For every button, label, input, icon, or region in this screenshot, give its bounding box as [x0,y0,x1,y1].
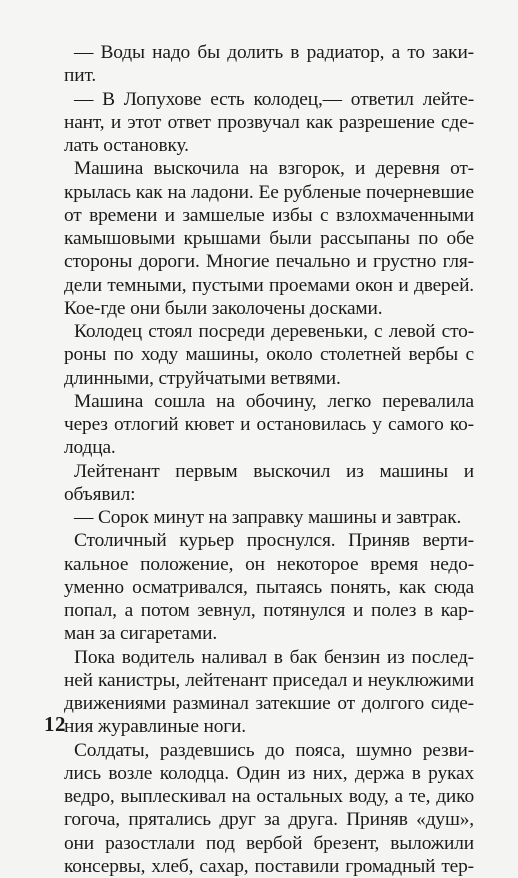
page-number: 12 [44,712,66,737]
text-line: Кое-где они были заколочены досками. [64,297,474,320]
paragraph-5 [64,390,474,460]
text-line: лись возле колодца. Один из них, держа в руках [64,762,474,785]
text-line: Машина сошла на обочину, легко перевалила [64,390,474,413]
text-line: они разостлали под вербой брезент, выложили [64,832,474,855]
text-line: Колодец стоял посреди деревеньки, с левой сто- [64,320,474,343]
text-line: ней канистры, лейтенант приседал и неуклюжими [64,669,474,692]
paragraph-4 [64,320,474,390]
text-line: ведро, выплескивал на остальных воду, а те, дико [64,785,474,808]
text-line: Машина выскочила на взгорок, и деревня от- [64,157,474,180]
text-line: лать остановку. [64,134,474,157]
text-line: консервы, хлеб, сахар, поставили громадный тер- [64,855,474,878]
text-line: Лейтенант первым выскочил из машины и [64,460,474,483]
paragraph-1 [64,41,474,88]
text-line: пит. [64,64,474,87]
paragraph-8 [64,529,474,645]
text-line: роны по ходу машины, около столетней вербы с [64,343,474,366]
text-line: кальное положение, он некоторое время недо- [64,553,474,576]
text-line: камышовыми крышами были рассыпаны по обе [64,227,474,250]
text-line: от времени и замшелые избы с взлохмаченными [64,204,474,227]
text-line: объявил: [64,483,474,506]
text-line: гогоча, прятались друг за друга. Приняв «душ», [64,808,474,831]
text-line: уменно осматривался, пытаясь понять, как сюда [64,576,474,599]
text-line: ман за сигаретами. [64,622,474,645]
paragraph-3 [64,157,474,320]
text-line: через отлогий кювет и остановилась у самого ко- [64,413,474,436]
paragraph-6 [64,460,474,507]
text-line: попал, а потом зевнул, потянулся и полез в кар- [64,599,474,622]
text-line: — Воды надо бы долить в радиатор, а то заки- [64,41,474,64]
text-line: стороны дороги. Многие печально и грустно гля- [64,250,474,273]
text-line: крылась как на ладони. Ее рубленые почерневшие [64,181,474,204]
text-line: — Сорок минут на заправку машины и завтрак. [64,506,474,529]
page-body-text [64,41,474,878]
text-line: — В Лопухове есть колодец,— ответил лейте- [64,88,474,111]
paragraph-2 [64,88,474,158]
paragraph-7 [64,506,474,529]
text-line: Пока водитель наливал в бак бензин из послед- [64,646,474,669]
text-line: движениями разминал затекшие от долгого сиде- [64,692,474,715]
text-line: Солдаты, раздевшись до пояса, шумно резви- [64,739,474,762]
text-line: ния журавлиные ноги. [64,715,474,738]
text-line: длинными, струйчатыми ветвями. [64,367,474,390]
text-line: лодца. [64,436,474,459]
text-line: нант, и этот ответ прозвучал как разрешение сде- [64,111,474,134]
paragraph-9 [64,646,474,739]
paragraph-10 [64,739,474,878]
text-line: Столичный курьер проснулся. Приняв верти- [64,529,474,552]
text-line: дели темными, пустыми проемами окон и дверей. [64,274,474,297]
